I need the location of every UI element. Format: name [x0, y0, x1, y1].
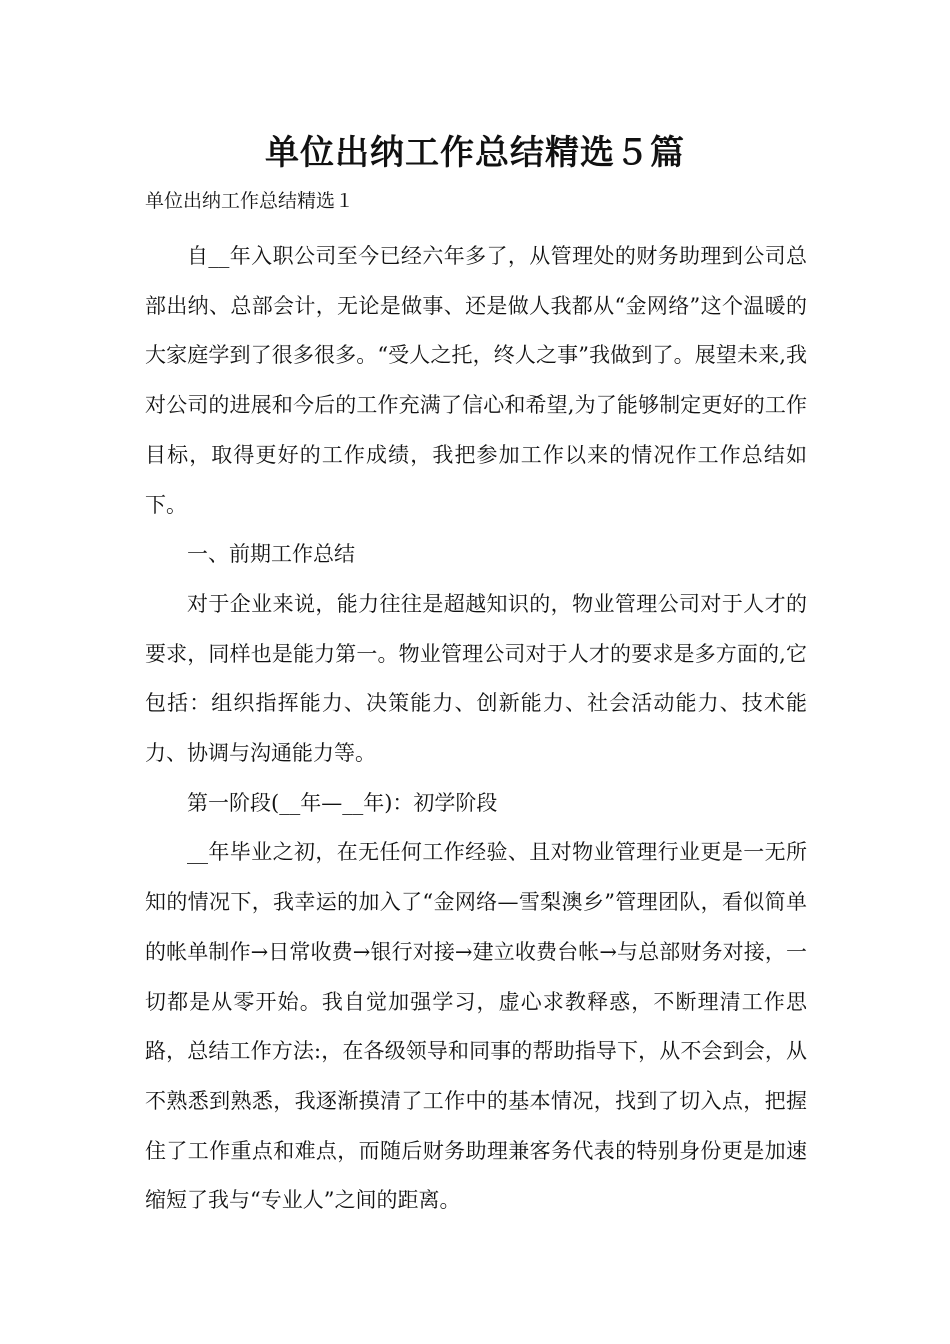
paragraph-intro: 自__年入职公司至今已经六年多了，从管理处的财务助理到公司总部出纳、总部会计，无论是做事、还是做人我都从“金网络”这个温暖的大家庭学到了很多很多。“受人之托，终人之事”我做到了。展望未来,我对公司的进展和今后的工作充满了信心和希望,为了能够制定更好的工作目标，取得更好的工作成绩，我把参加工作以来的情况作工作总结如下。 — [145, 244, 807, 517]
document-subtitle: 单位出纳工作总结精选１ — [145, 190, 355, 212]
document-title: 单位出纳工作总结精选５篇 — [265, 133, 685, 173]
section-heading-early-work: 一、前期工作总结 — [187, 542, 355, 567]
paragraph-stage-one: __年毕业之初，在无任何工作经验、且对物业管理行业更是一无所知的情况下，我幸运的加入了“金网络—雪梨澳乡”管理团队，看似简单的帐单制作→日常收费→银行对接→建立收费台帐→与总部财务对接，一切都是从零开始。我自觉加强学习，虚心求教释惑，不断理清工作思路，总结工作方法:，在各级领导和同事的帮助指导下，从不会到会，从不熟悉到熟悉，我逐渐摸清了工作中的基本情况，找到了切入点，把握住了工作重点和难点，而随后财务助理兼客务代表的特别身份更是加速缩短了我与“专业人”之间的距离。 — [145, 840, 807, 1213]
document-body — [145, 232, 807, 1226]
section-heading-stage-one: 第一阶段(__年—__年)：初学阶段 — [187, 790, 498, 815]
paragraph-abilities: 对于企业来说，能力往往是超越知识的，物业管理公司对于人才的要求，同样也是能力第一。物业管理公司对于人才的要求是多方面的,它包括：组织指挥能力、决策能力、创新能力、社会活动能力、技术能力、协调与沟通能力等。 — [145, 591, 807, 766]
